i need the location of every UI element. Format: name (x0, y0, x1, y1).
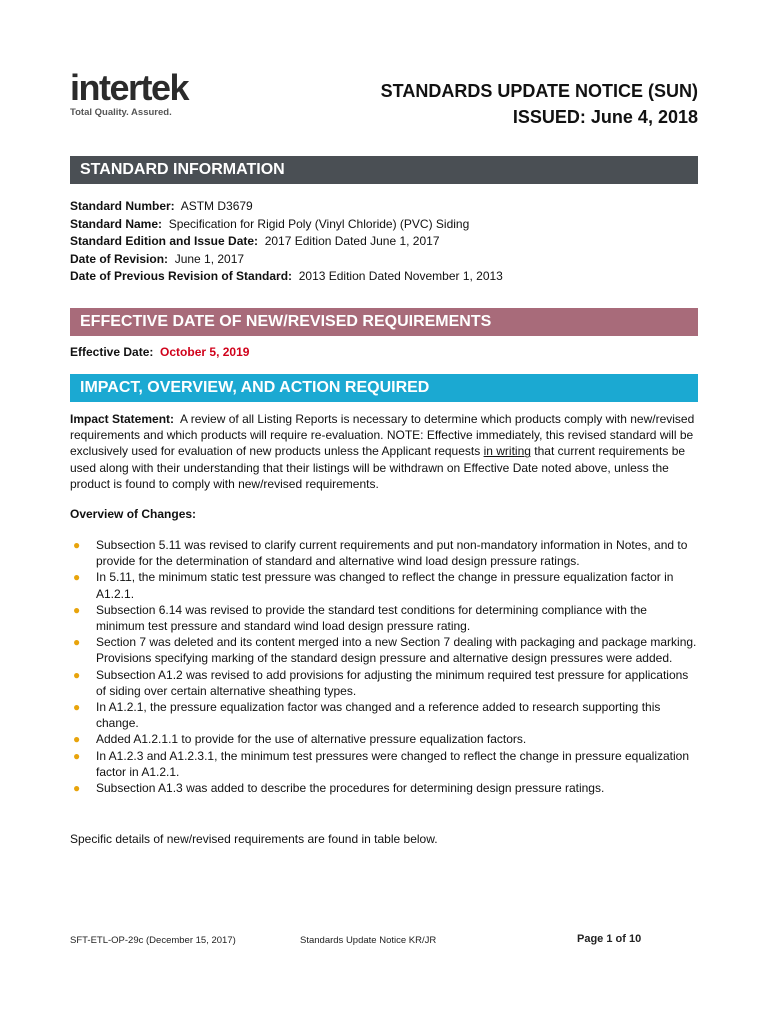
footer-center-text: Standards Update Notice KR/JR (300, 935, 437, 946)
section-header-effective-date: EFFECTIVE DATE OF NEW/REVISED REQUIREMENTS (70, 308, 698, 336)
list-item: ● Subsection 5.11 was revised to clarify current requirements and put non-mandatory information in Notes, and to provide for the determination of standard and alternative wind load design pressure ratings. (73, 538, 688, 569)
notice-issued-date: ISSUED: June 4, 2018 (512, 107, 698, 127)
logo-tagline: Total Quality. Assured. (70, 107, 172, 118)
bullet-icon: ● (73, 570, 81, 585)
info-row: Standard Number: ASTM D3679 (70, 199, 253, 213)
info-row: Standard Edition and Issue Date: 2017 Edition Dated June 1, 2017 (70, 234, 440, 248)
impact-label: Impact Statement: (70, 412, 175, 426)
effective-date-row (70, 344, 249, 361)
section-header-standard-info: STANDARD INFORMATION (70, 156, 698, 184)
overview-title: Overview of Changes: (70, 507, 197, 521)
bullet-icon: ● (73, 732, 81, 747)
notice-title (381, 78, 698, 130)
list-item: ● Section 7 was deleted and its content merged into a new Section 7 dealing with packaging and package marking. Provisions specifying marking of the standard design pressure and alternative design pressures were added. (73, 635, 697, 666)
changes-list (70, 537, 698, 796)
bullet-icon: ● (73, 700, 81, 715)
logo-wordmark: intertek (70, 67, 189, 108)
list-item: ● In A1.2.1, the pressure equalization factor was changed and a reference added to research supporting this change. (73, 700, 661, 731)
standard-info-block (70, 198, 503, 286)
bullet-icon: ● (73, 538, 81, 552)
list-item: ● Subsection A1.2 was revised to add provisions for adjusting the minimum required test pressure for applications of siding over certain alternative sheathing types. (73, 667, 689, 698)
info-row: Date of Revision: June 1, 2017 (70, 251, 245, 266)
bullet-icon: ● (73, 635, 81, 650)
impact-statement (70, 411, 698, 492)
effective-date-label: Effective Date: (70, 345, 154, 359)
bullet-icon: ● (73, 781, 81, 796)
footer-page-number: Page 1 of 10 (577, 933, 642, 945)
notice-title-line1: STANDARDS UPDATE NOTICE (SUN) (380, 81, 698, 101)
bullet-icon: ● (73, 667, 81, 682)
impact-text-after: that current requirements be used along with their understanding that their listings will be withdrawn on Effective Date noted above, unless the product is found to comply with new/revised requirements. (70, 444, 686, 491)
list-item: ● In 5.11, the minimum static test pressure was changed to reflect the change in pressure equalization factor in A1.2.1. (73, 570, 674, 601)
specific-details-note: Specific details of new/revised requirements are found in table below. (70, 832, 438, 846)
info-row: Date of Previous Revision of Standard: 2013 Edition Dated November 1, 2013 (70, 269, 503, 283)
info-row: Standard Name: Specification for Rigid Poly (Vinyl Chloride) (PVC) Siding (70, 216, 470, 231)
section-header-impact: IMPACT, OVERVIEW, AND ACTION REQUIRED (70, 374, 698, 402)
effective-date-value: October 5, 2019 (160, 345, 250, 359)
impact-underlined-text: in writing (483, 444, 531, 459)
footer-form-id: SFT-ETL-OP-29c (December 15, 2017) (70, 935, 236, 946)
impact-text-before: A review of all Listing Reports is necessary to determine which products comply with new/revised requirements and which products will require re-evaluation. NOTE: Effective immediately, this revised standard will be exclusively used for evaluation of new products unless the Applicant requests (70, 412, 695, 459)
list-item: ● Subsection 6.14 was revised to provide the standard test conditions for determining compliance with the minimum test pressure and standard wind load design pressure rating. (73, 602, 647, 634)
list-item: ● In A1.2.3 and A1.2.3.1, the minimum test pressures were changed to reflect the change in pressure equalization factor in A1.2.1. (73, 748, 690, 779)
bullet-icon: ● (73, 748, 81, 763)
intertek-logo (70, 67, 189, 118)
list-item: ● Added A1.2.1.1 to provide for the use of alternative pressure equalization factors. (73, 732, 527, 747)
bullet-icon: ● (73, 602, 81, 617)
list-item: ● Subsection A1.3 was added to describe the procedures for determining design pressure ratings. (73, 781, 605, 796)
